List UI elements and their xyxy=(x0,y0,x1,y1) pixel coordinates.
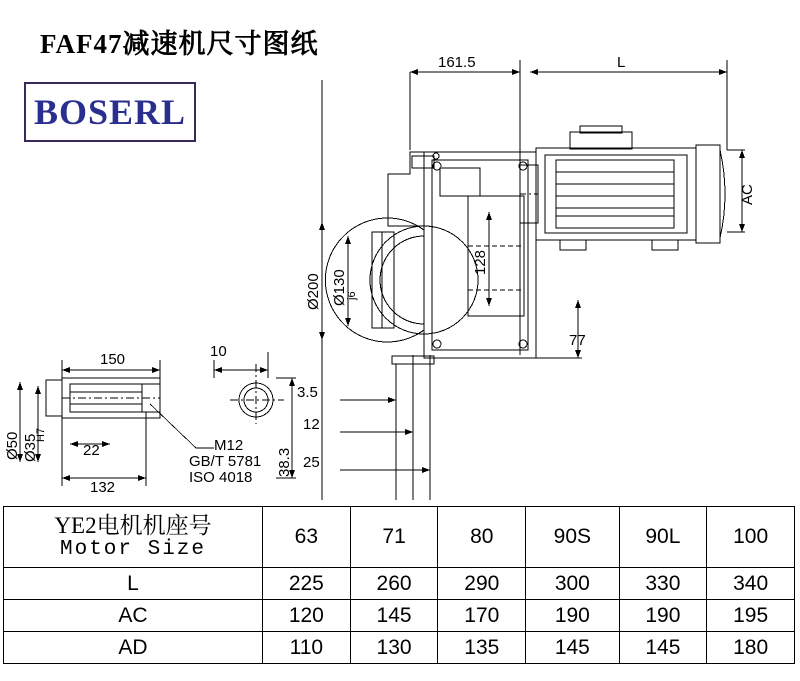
cell-l-90l: 330 xyxy=(619,568,707,600)
cell-ac-71: 145 xyxy=(350,600,438,632)
logo-text: BOSERL xyxy=(33,92,187,132)
cell-ad-90s: 145 xyxy=(526,632,619,664)
table-row xyxy=(4,568,795,600)
size-100: 100 xyxy=(707,507,795,568)
dim-25: 25 xyxy=(303,454,320,471)
cell-ad-80: 135 xyxy=(438,632,526,664)
row-label-ac: AC xyxy=(4,600,263,632)
dim-22: 22 xyxy=(83,442,100,459)
dim-3-5: 3.5 xyxy=(297,384,318,401)
cell-ac-80: 170 xyxy=(438,600,526,632)
row-label-ad: AD xyxy=(4,632,263,664)
dim-161-5: 161.5 xyxy=(438,54,476,71)
cell-ac-90s: 190 xyxy=(526,600,619,632)
size-90l: 90L xyxy=(619,507,707,568)
size-63: 63 xyxy=(263,507,351,568)
cell-l-100: 340 xyxy=(707,568,795,600)
cell-ac-90l: 190 xyxy=(619,600,707,632)
dim-d130: Ø130 xyxy=(331,269,348,306)
dim-77: 77 xyxy=(569,332,586,349)
dim-132: 132 xyxy=(90,479,116,496)
table-row xyxy=(4,632,795,664)
table-row xyxy=(4,600,795,632)
cell-ad-90l: 145 xyxy=(619,632,707,664)
dim-128: 128 xyxy=(472,249,489,275)
size-71: 71 xyxy=(350,507,438,568)
table-header-row xyxy=(4,507,795,568)
cell-l-63: 225 xyxy=(263,568,351,600)
dim-12: 12 xyxy=(303,416,320,433)
dim-10: 10 xyxy=(210,343,227,360)
dim-d35: Ø35 xyxy=(22,433,39,462)
size-80: 80 xyxy=(438,507,526,568)
cell-ad-100: 180 xyxy=(707,632,795,664)
motor-size-header xyxy=(4,507,263,568)
motor-size-header-en: Motor Size xyxy=(59,538,207,562)
dim-L: L xyxy=(617,54,626,71)
cell-ac-100: 195 xyxy=(707,600,795,632)
dim-d130-tol: j6 xyxy=(346,291,358,300)
dim-d50: Ø50 xyxy=(4,431,21,460)
cell-ad-63: 110 xyxy=(263,632,351,664)
cell-l-80: 290 xyxy=(438,568,526,600)
page-title: FAF47减速机尺寸图纸 xyxy=(40,29,319,59)
note-gbt: GB/T 5781 xyxy=(189,453,262,470)
cell-ad-71: 130 xyxy=(350,632,438,664)
dim-150: 150 xyxy=(100,351,126,368)
cell-ac-63: 120 xyxy=(263,600,351,632)
spec-table xyxy=(3,506,795,664)
cell-l-71: 260 xyxy=(350,568,438,600)
size-90s: 90S xyxy=(526,507,619,568)
row-label-l: L xyxy=(4,568,263,600)
dim-38-3: 38.3 xyxy=(276,447,293,477)
note-iso: ISO 4018 xyxy=(189,469,253,486)
dim-d35-tol: H7 xyxy=(35,427,47,442)
dim-AC: AC xyxy=(739,184,756,205)
cell-l-90s: 300 xyxy=(526,568,619,600)
dim-d200: Ø200 xyxy=(305,273,322,310)
note-m12: M12 xyxy=(214,437,244,454)
motor-size-header-cn: YE2电机机座号 xyxy=(54,512,212,538)
